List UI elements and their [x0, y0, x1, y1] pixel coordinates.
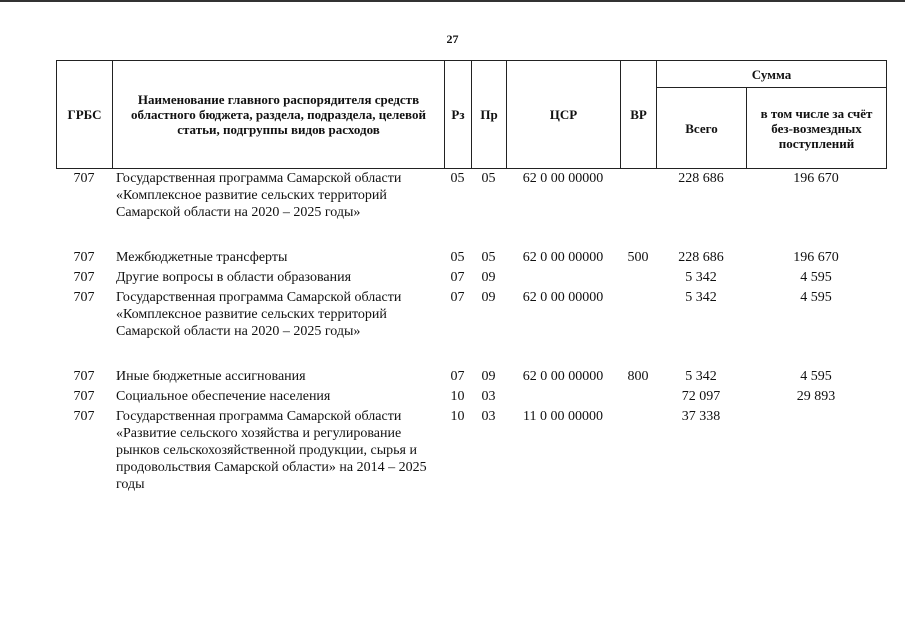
table-row	[56, 408, 886, 493]
table-header	[56, 60, 887, 169]
cell-rz: 07	[450, 369, 465, 384]
header-grbs: ГРБС	[57, 61, 113, 169]
cell-name: Межбюджетные трансферты	[116, 250, 288, 265]
table-row	[56, 170, 886, 249]
cell-vr	[620, 170, 656, 249]
cell-grants: 4 595	[800, 369, 832, 384]
cell-name: Иные бюджетные ассигнования	[116, 369, 306, 384]
cell-name: Другие вопросы в области образования	[116, 270, 352, 285]
cell-csr: 62 0 00 00000	[522, 250, 604, 265]
cell-rz: 10	[450, 409, 465, 424]
cell-grants	[746, 408, 886, 493]
cell-pr: 09	[481, 369, 496, 384]
cell-csr: 62 0 00 00000	[522, 171, 604, 186]
cell-grbs: 707	[73, 171, 95, 186]
cell-pr: 09	[481, 290, 496, 305]
cell-csr: 62 0 00 00000	[522, 290, 604, 305]
cell-rz: 07	[450, 290, 465, 305]
cell-rz: 05	[450, 171, 465, 186]
cell-rz: 07	[450, 270, 465, 285]
header-grants: в том числе за счёт без-возмездных поступлений	[747, 88, 887, 169]
cell-rz: 10	[450, 389, 465, 404]
cell-csr	[506, 388, 620, 408]
cell-grants: 196 670	[793, 171, 839, 186]
table-row	[56, 289, 886, 368]
cell-pr: 03	[481, 389, 496, 404]
cell-total: 228 686	[678, 250, 724, 265]
cell-csr	[506, 269, 620, 289]
cell-grants: 29 893	[796, 389, 836, 404]
cell-vr: 800	[627, 369, 649, 384]
cell-name: Государственная программа Самарской области «Развитие сельского хозяйства и регулирование рынков сельскохозяйственной продукции, сырья и продовольствия Самарской области» на 2014 – 2025 годы	[116, 409, 427, 492]
cell-pr: 05	[481, 250, 496, 265]
cell-grants: 4 595	[800, 270, 832, 285]
table-row	[56, 269, 886, 289]
cell-csr: 62 0 00 00000	[522, 369, 604, 384]
cell-total: 5 342	[685, 369, 717, 384]
cell-grbs: 707	[73, 409, 95, 424]
cell-csr: 11 0 00 00000	[523, 409, 603, 424]
cell-grbs: 707	[73, 290, 95, 305]
cell-vr	[620, 388, 656, 408]
cell-vr	[620, 408, 656, 493]
page-top-rule	[0, 0, 905, 2]
cell-grbs: 707	[73, 250, 95, 265]
table-row	[56, 368, 886, 388]
header-csr: ЦСР	[507, 61, 621, 169]
header-pr: Пр	[472, 61, 507, 169]
cell-total: 37 338	[681, 409, 721, 424]
header-total: Всего	[657, 88, 747, 169]
cell-rz: 05	[450, 250, 465, 265]
cell-name: Государственная программа Самарской области «Комплексное развитие сельских территорий Самарской области на 2020 – 2025 годы»	[116, 171, 402, 220]
cell-vr	[620, 269, 656, 289]
cell-total: 5 342	[685, 270, 717, 285]
cell-name: Социальное обеспечение населения	[116, 389, 331, 404]
cell-vr	[620, 289, 656, 368]
cell-grbs: 707	[73, 369, 95, 384]
cell-vr: 500	[627, 250, 649, 265]
cell-pr: 03	[481, 409, 496, 424]
header-name: Наименование главного распорядителя средств областного бюджета, раздела, подраздела, целевой статьи, подгруппы видов расходов	[113, 61, 445, 169]
cell-grants: 4 595	[800, 290, 832, 305]
table-row	[56, 249, 886, 269]
cell-name: Государственная программа Самарской области «Комплексное развитие сельских территорий Самарской области на 2020 – 2025 годы»	[116, 290, 402, 339]
header-sum: Сумма	[657, 61, 887, 88]
header-rz: Рз	[445, 61, 472, 169]
cell-grants: 196 670	[793, 250, 839, 265]
cell-grbs: 707	[73, 389, 95, 404]
cell-pr: 05	[481, 171, 496, 186]
page-number: 27	[446, 32, 459, 46]
table-body	[56, 170, 886, 493]
cell-total: 228 686	[678, 171, 724, 186]
cell-total: 72 097	[681, 389, 721, 404]
cell-total: 5 342	[685, 290, 717, 305]
header-vr: ВР	[621, 61, 657, 169]
cell-grbs: 707	[73, 270, 95, 285]
table-row	[56, 388, 886, 408]
cell-pr: 09	[481, 270, 496, 285]
